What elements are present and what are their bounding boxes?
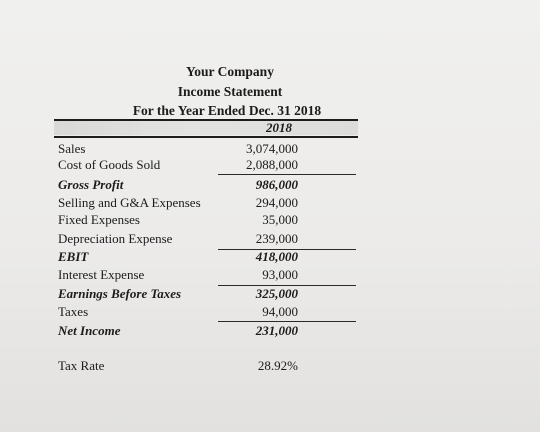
row-value: 418,000 <box>255 249 298 264</box>
row-label: Earnings Before Taxes <box>58 286 182 301</box>
row-label: Tax Rate <box>58 358 105 373</box>
row-value: 35,000 <box>262 212 298 227</box>
row-label: EBIT <box>58 249 89 264</box>
subtotal-rule <box>218 321 356 322</box>
row-value: 325,000 <box>255 286 298 301</box>
year-header-band <box>54 121 358 135</box>
row-label: Fixed Expenses <box>58 212 140 227</box>
row-value: 239,000 <box>255 231 298 246</box>
subtotal-rule <box>218 174 356 175</box>
row-label: Taxes <box>58 304 89 319</box>
statement-period: For the Year Ended Dec. 31 2018 <box>132 103 322 118</box>
row-value: 986,000 <box>255 177 298 192</box>
row-label: Selling and G&A Expenses <box>58 195 201 210</box>
row-label: Cost of Goods Sold <box>58 157 161 172</box>
row-label: Gross Profit <box>58 177 124 192</box>
header-rule-bottom <box>54 136 358 138</box>
row-value: 3,074,000 <box>246 141 298 156</box>
row-value: 94,000 <box>262 304 298 319</box>
statement-title: Income Statement <box>177 84 283 99</box>
row-value: 93,000 <box>262 267 298 282</box>
row-value: 231,000 <box>255 323 298 338</box>
row-value: 294,000 <box>255 195 298 210</box>
row-label: Sales <box>58 141 86 156</box>
company-name: Your Company <box>186 64 274 79</box>
row-label: Interest Expense <box>58 267 145 282</box>
row-value: 28.92% <box>257 358 298 373</box>
row-label: Depreciation Expense <box>58 231 173 246</box>
year-column-header: 2018 <box>266 120 292 135</box>
row-label: Net Income <box>58 323 121 338</box>
row-value: 2,088,000 <box>246 157 298 172</box>
